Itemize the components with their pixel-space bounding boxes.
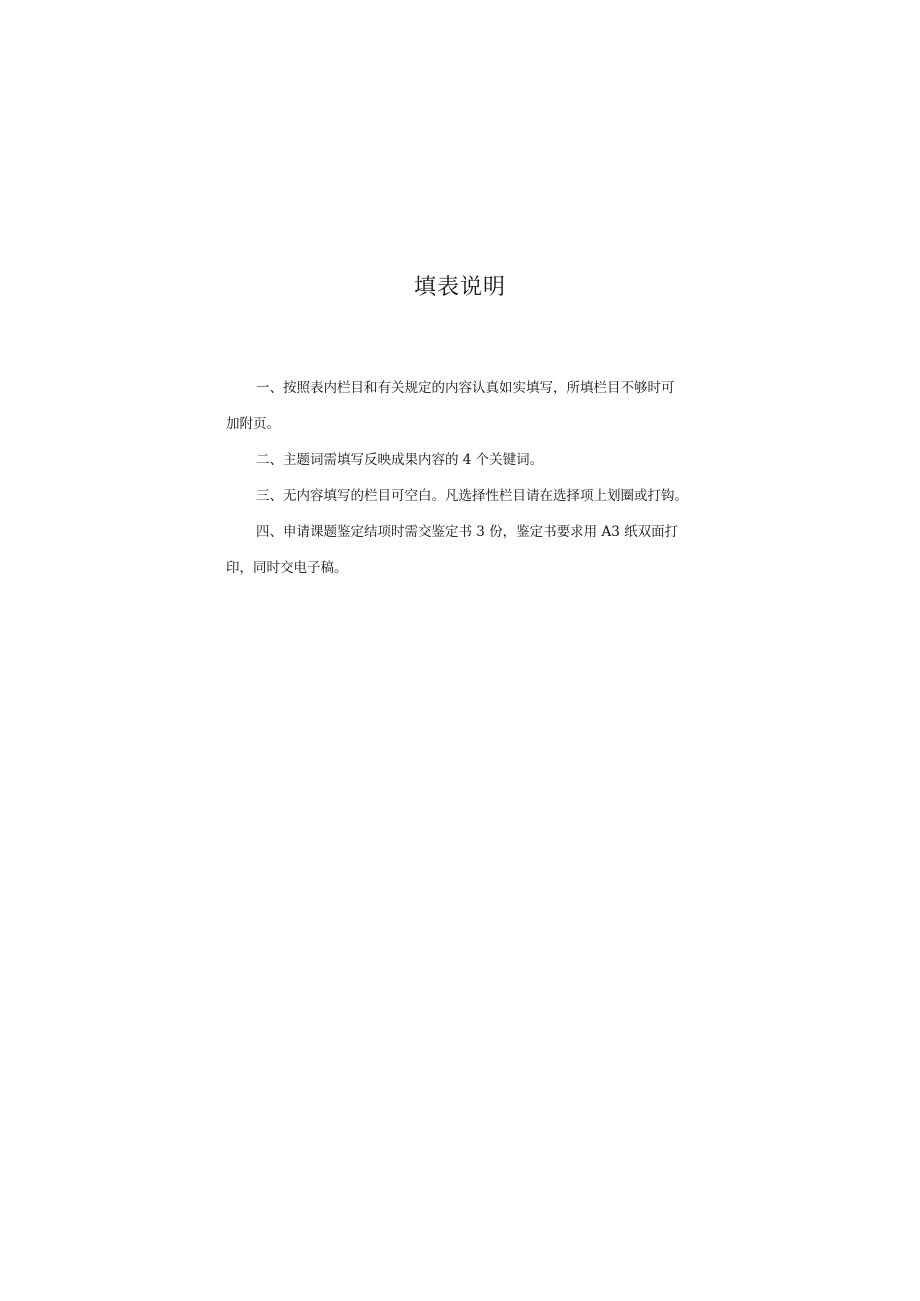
instruction-item-1-line-2: 加附页。 <box>226 416 280 432</box>
instruction-item-3 <box>226 478 726 514</box>
instruction-item-2 <box>226 442 726 478</box>
instruction-item-3-line-1: 三、无内容填写的栏目可空白。凡选择性栏目请在选择项上划圈或打钩。 <box>256 488 688 504</box>
instruction-item-4-line-1: 四、申请课题鉴定结项时需交鉴定书 3 份，鉴定书要求用 A3 纸双面打 <box>256 524 679 540</box>
instruction-item-1 <box>226 370 726 442</box>
page-title: 填表说明 <box>413 275 506 300</box>
instruction-item-4 <box>226 514 726 586</box>
instruction-item-1-line-1: 一、按照表内栏目和有关规定的内容认真如实填写，所填栏目不够时可 <box>256 380 675 396</box>
instruction-item-2-line-1: 二、主题词需填写反映成果内容的 4 个关键词。 <box>256 452 544 468</box>
instructions-list <box>226 370 726 586</box>
instruction-item-4-line-2: 印，同时交电子稿。 <box>226 560 348 576</box>
